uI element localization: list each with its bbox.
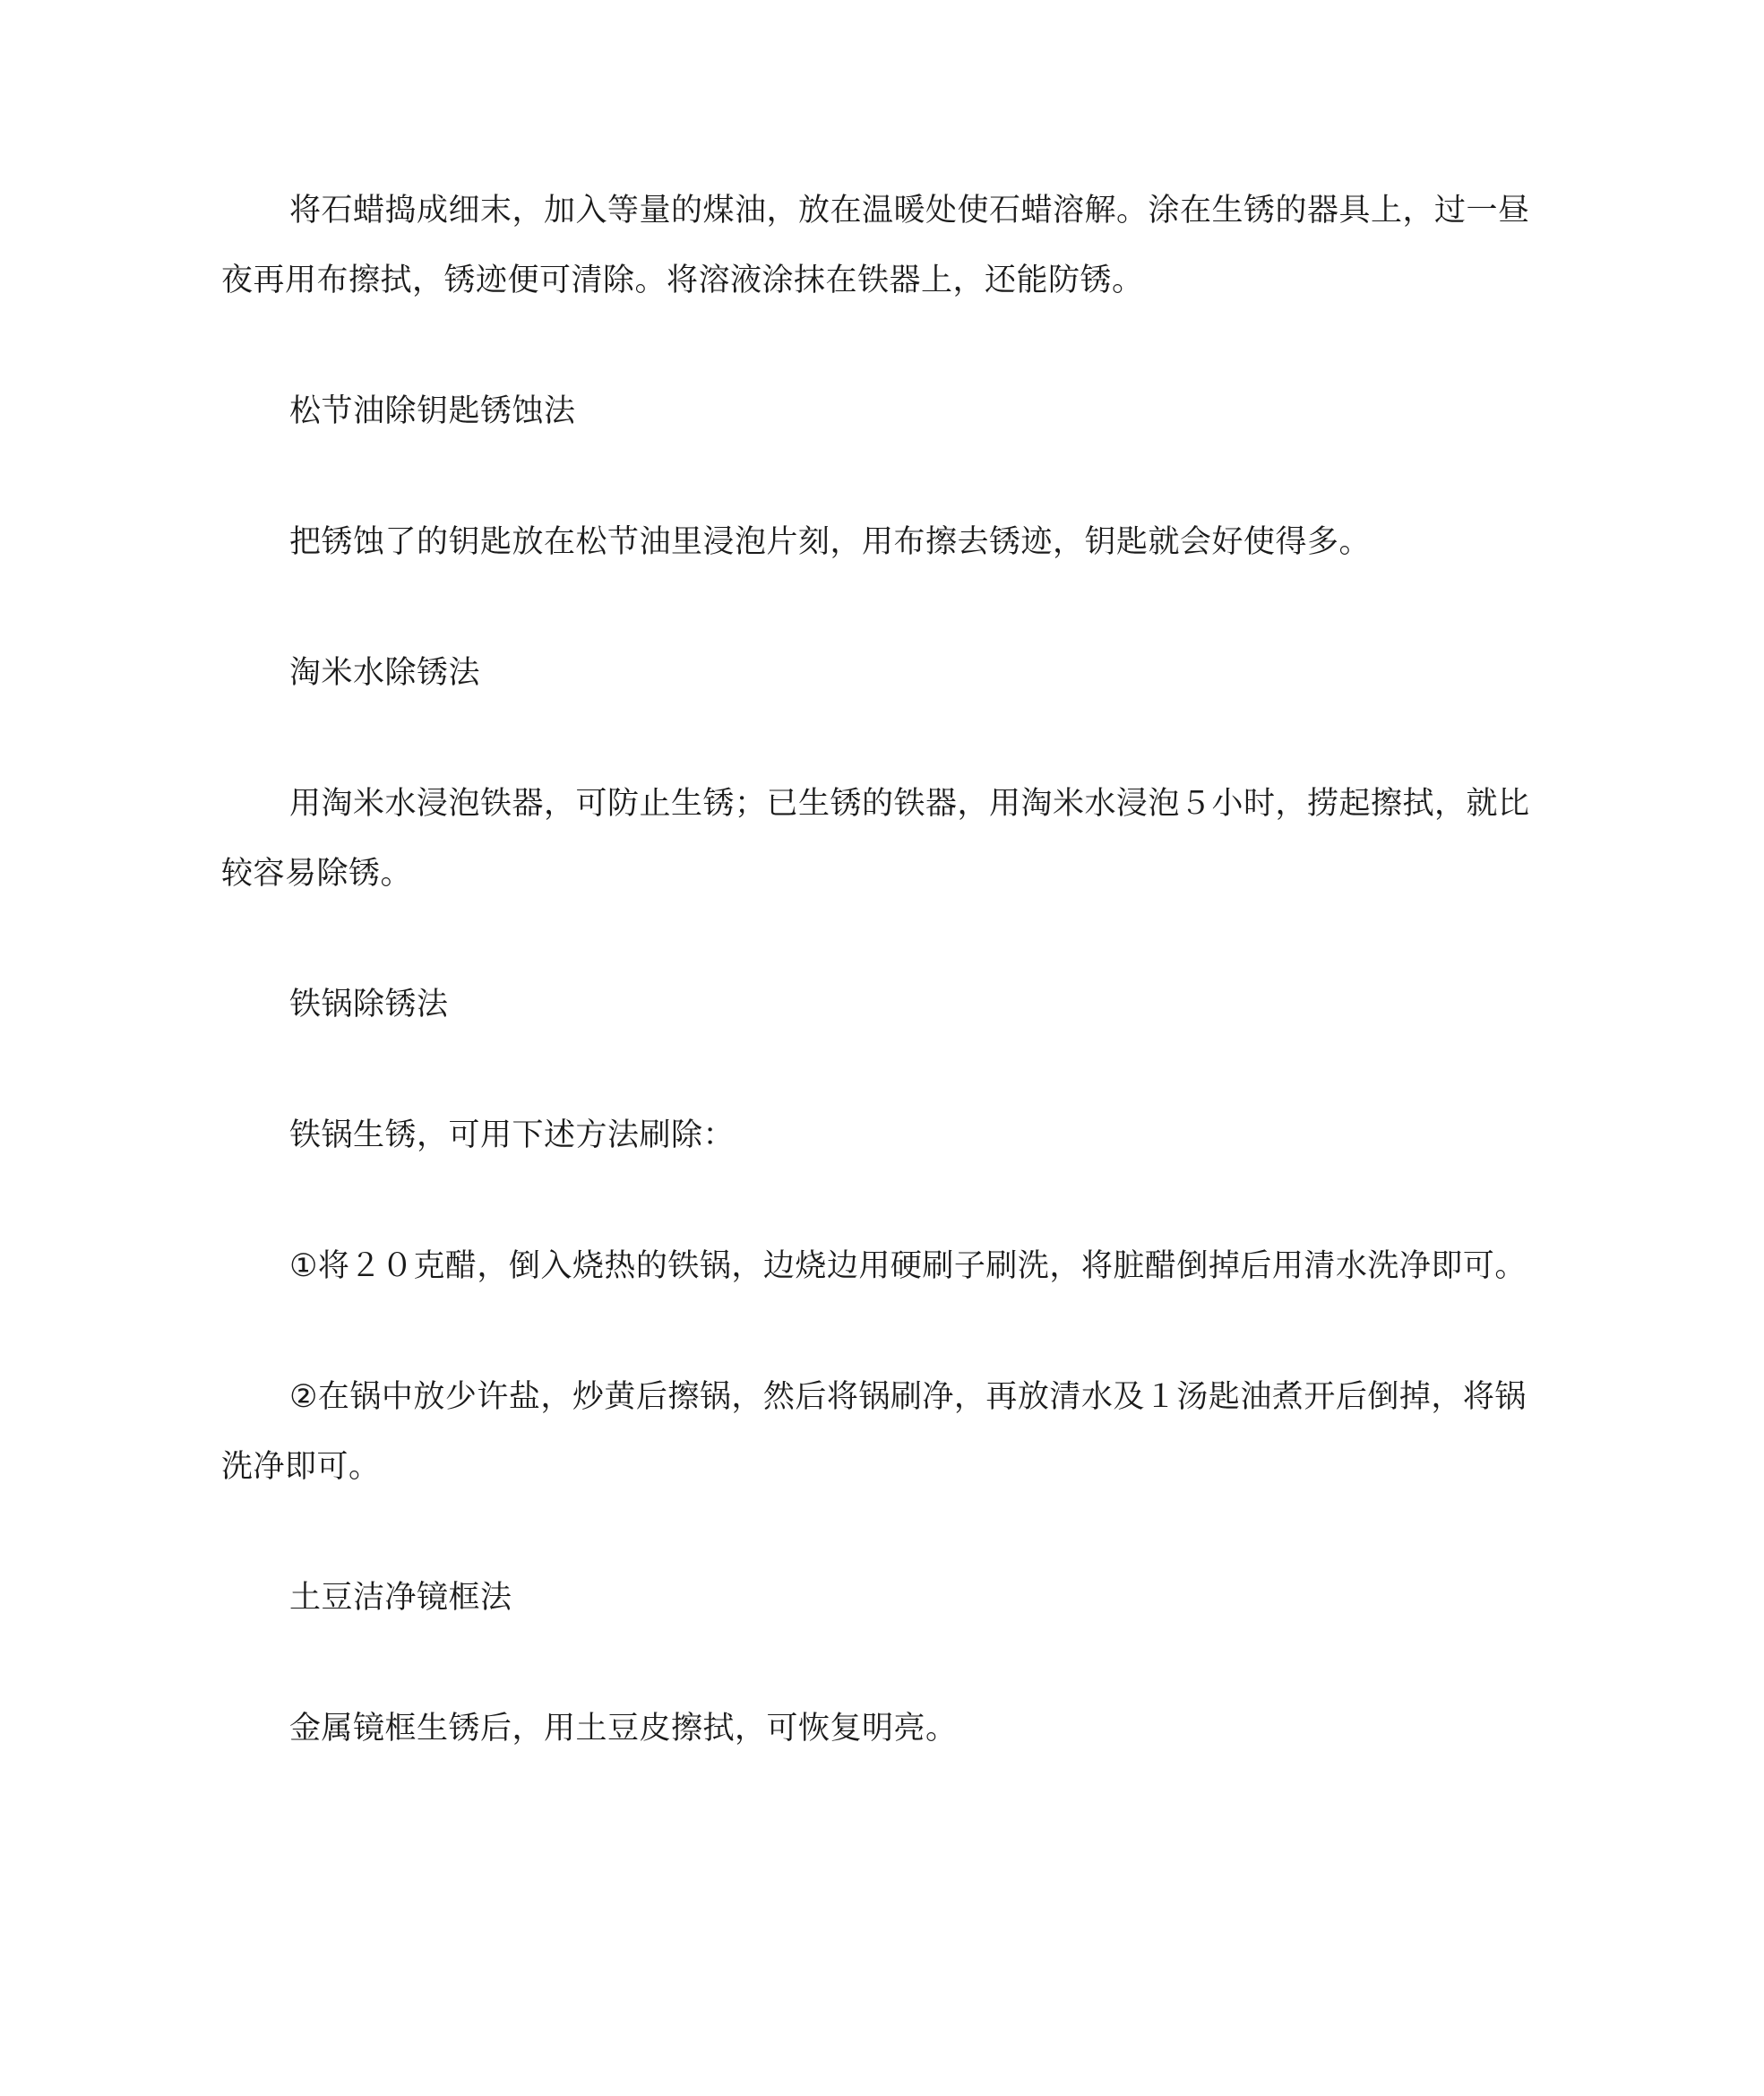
paragraph-gap [221, 708, 1547, 769]
document-body [221, 176, 1547, 1764]
paragraph-gap [221, 1502, 1547, 1563]
paragraph-potato-frame: 金属镜框生锈后，用土豆皮擦拭，可恢复明亮。 [289, 1711, 958, 1747]
paragraph-turpentine-key: 把锈蚀了的钥匙放在松节油里浸泡片刻，用布擦去锈迹，钥匙就会好使得多。 [289, 524, 1372, 560]
heading-turpentine-key-method: 松节油除钥匙锈蚀法 [289, 393, 576, 429]
paragraph-iron-pot-vinegar: ①将２０克醋，倒入烧热的铁锅，边烧边用硬刷子刷洗，将脏醋倒掉后用清水洗净即可。 [289, 1248, 1527, 1284]
paragraph-gap [221, 315, 1547, 376]
paragraph-gap [221, 1039, 1547, 1100]
paragraph-wax-rust-removal: 将石蜡捣成细末，加入等量的煤油，放在温暖处使石蜡溶解。涂在生锈的器具上，过一昼夜再用布擦拭，锈迹便可清除。将溶液涂抹在铁器上，还能防锈。 [221, 193, 1530, 298]
paragraph-gap [221, 909, 1547, 970]
heading-potato-frame-method: 土豆洁净镜框法 [289, 1580, 512, 1616]
paragraph-iron-pot-intro: 铁锅生锈，可用下述方法刷除： [289, 1117, 736, 1153]
heading-iron-pot-method: 铁锅除锈法 [289, 987, 449, 1022]
paragraph-iron-pot-salt: ②在锅中放少许盐，炒黄后擦锅，然后将锅刷净，再放清水及１汤匙油煮开后倒掉，将锅洗净即可。 [221, 1379, 1527, 1485]
paragraph-rice-water: 用淘米水浸泡铁器，可防止生锈；已生锈的铁器，用淘米水浸泡５小时，捞起擦拭，就比较容易除锈。 [221, 786, 1530, 892]
paragraph-gap [221, 446, 1547, 507]
paragraph-gap [221, 1633, 1547, 1694]
heading-rice-water-method: 淘米水除锈法 [289, 655, 481, 691]
paragraph-gap [221, 1301, 1547, 1362]
paragraph-gap [221, 577, 1547, 638]
paragraph-gap [221, 1170, 1547, 1231]
